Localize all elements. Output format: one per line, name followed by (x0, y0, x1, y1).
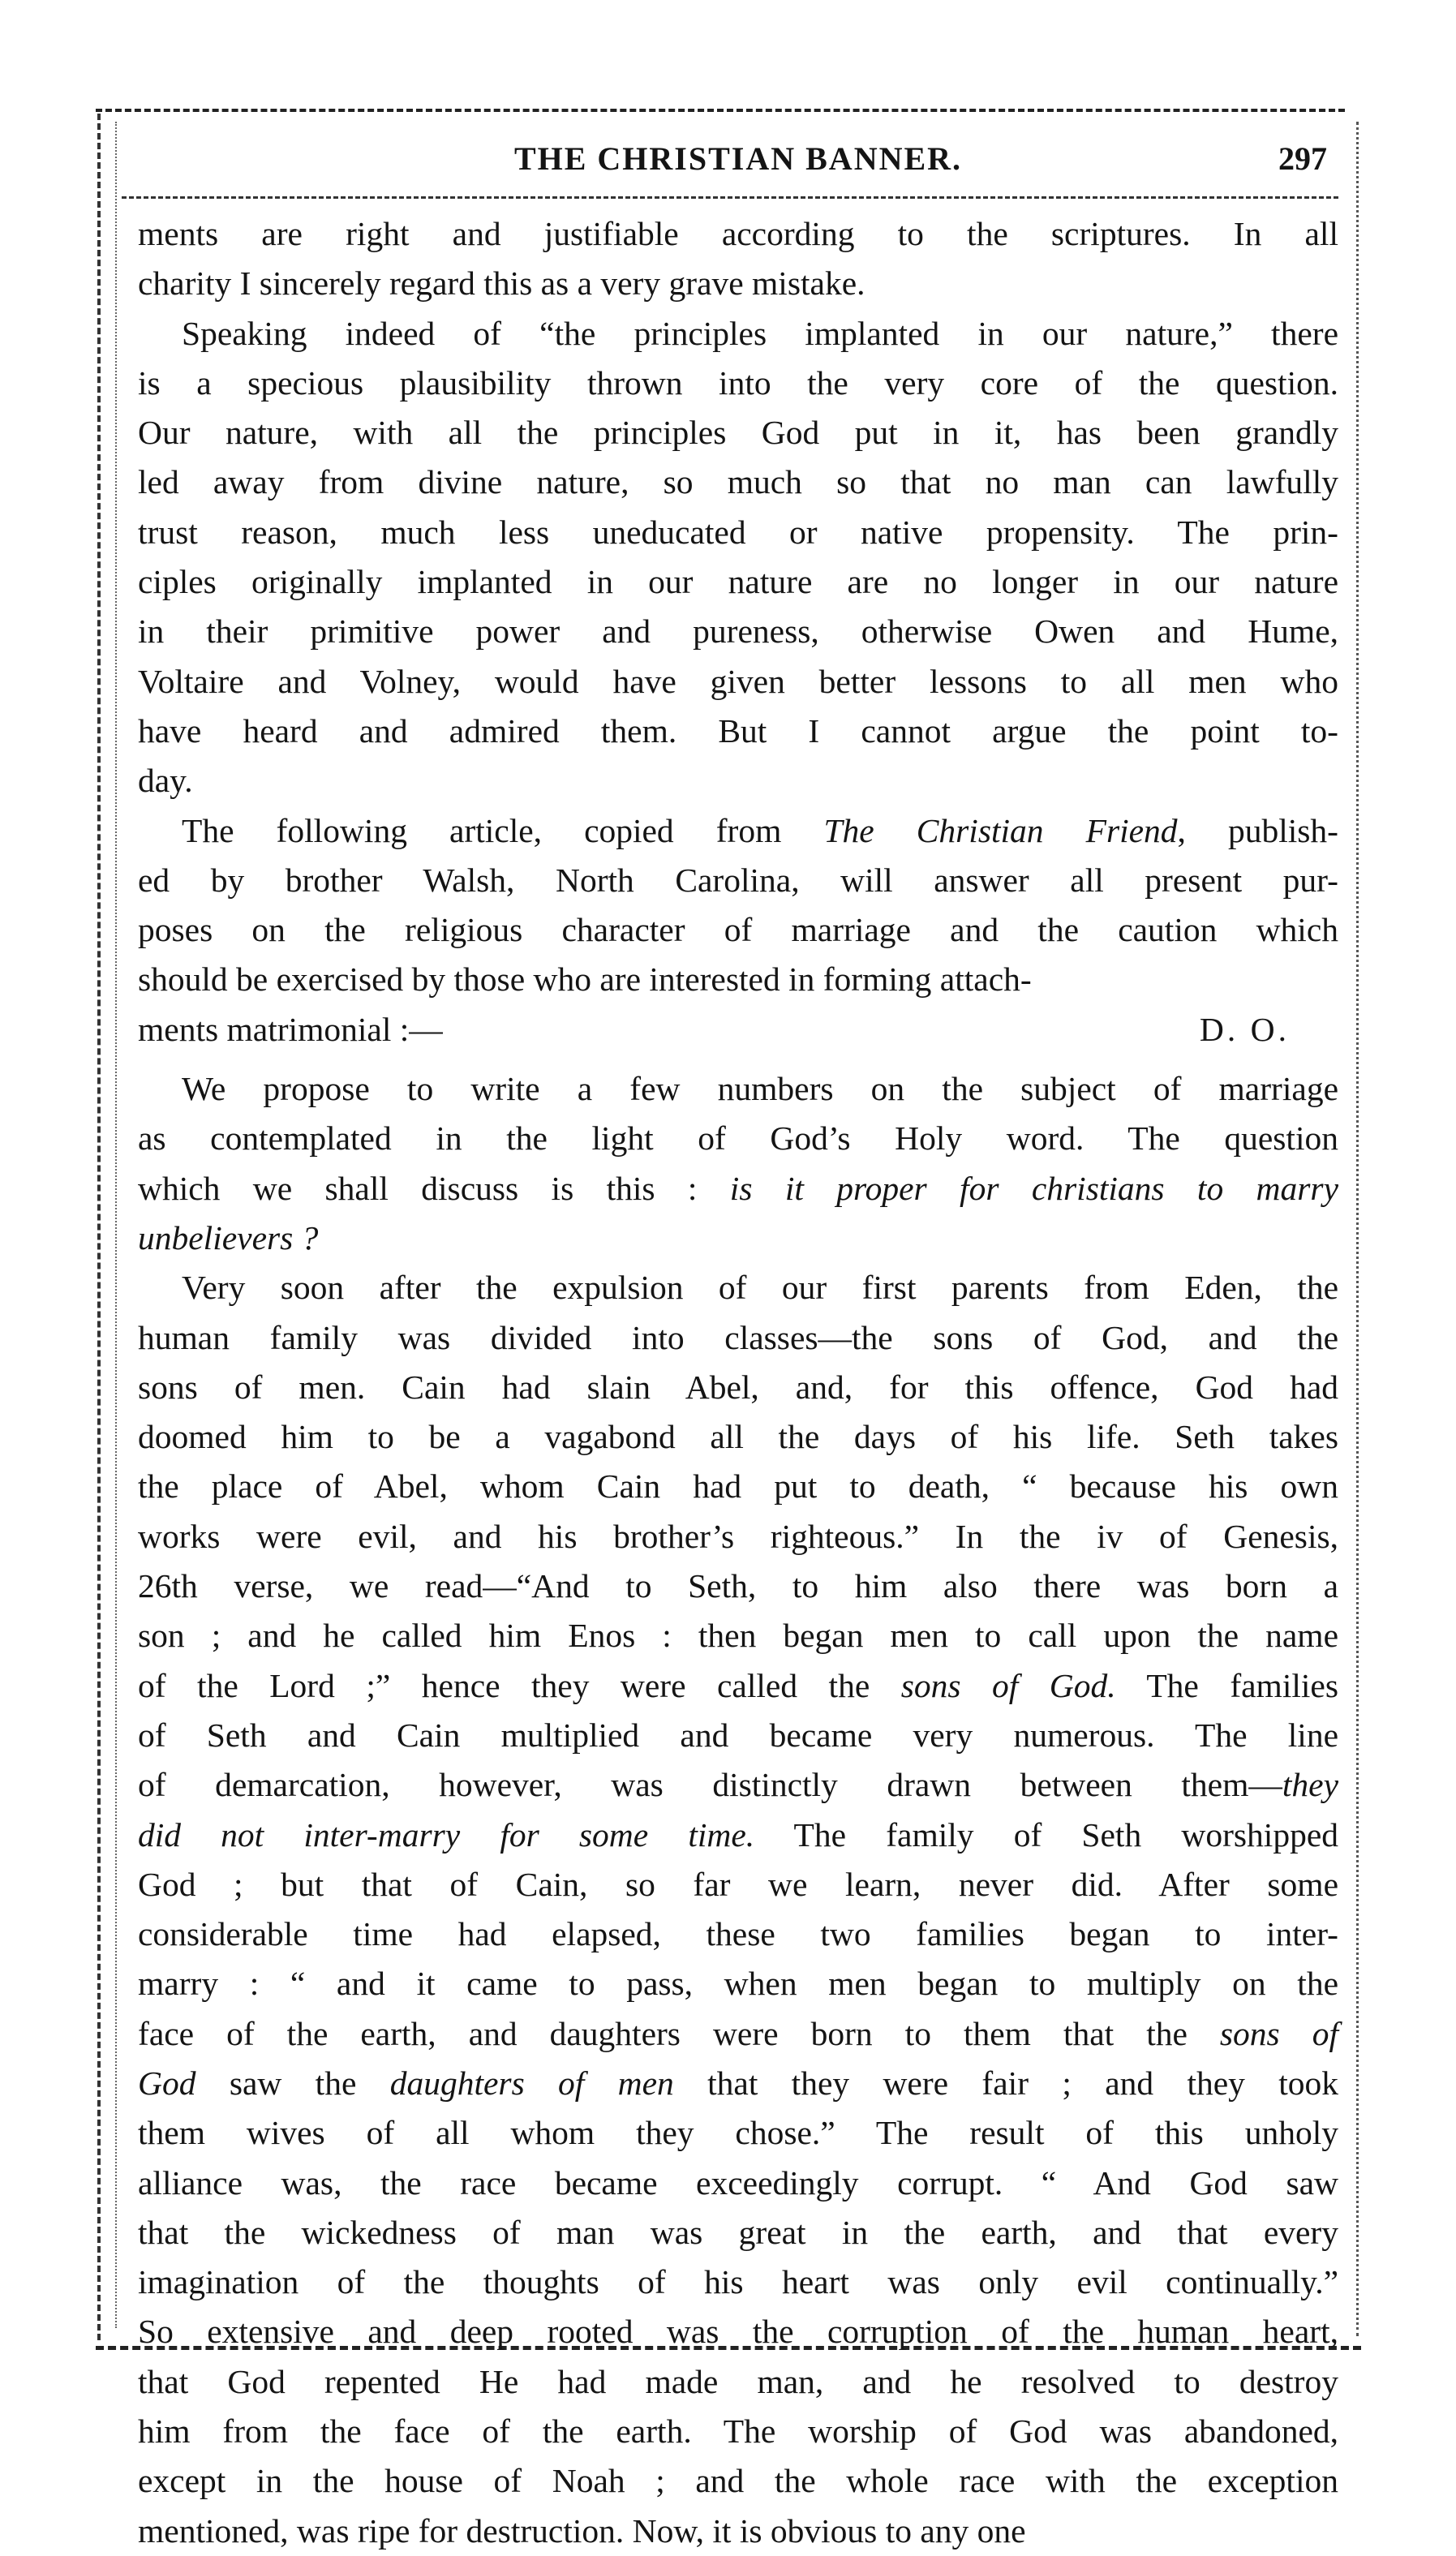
text-line: doomed him to be a vagabond all the days of his life. Seth takes (138, 1418, 1338, 1456)
text-line: Our nature, with all the principles God put in it, has been grandly (138, 414, 1338, 452)
right-border-rule (1356, 122, 1359, 2336)
text-line: Speaking indeed of “the principles implanted in our nature,” there (182, 314, 1338, 352)
running-title: THE CHRISTIAN BANNER. (513, 140, 963, 177)
paragraph (138, 309, 1338, 806)
text-line: mentioned, was ripe for destruction. Now, it is obvious to any one (138, 2511, 1026, 2550)
text-line: that God repented He had made man, and he resolved to destroy (138, 2362, 1338, 2400)
text-line: ciples originally implanted in our nature are no longer in our nature (138, 563, 1338, 601)
text-line: that the wickedness of man was great in the earth, and that every (138, 2213, 1338, 2251)
text-column (138, 209, 1338, 2556)
text-line: unbelievers ? (138, 1218, 319, 1257)
text-line: So extensive and deep rooted was the corruption of the human heart, (138, 2313, 1338, 2351)
text-line: sons of men. Cain had slain Abel, and, for this offence, God had (138, 1368, 1338, 1406)
text-line: Voltaire and Volney, would have given better lessons to all men who (138, 662, 1338, 700)
text-line: of Seth and Cain multiplied and became very numerous. The line (138, 1716, 1338, 1754)
text-line: of demarcation, however, was distinctly drawn between them—they (138, 1766, 1338, 1804)
running-head (138, 140, 1338, 188)
text-line: them wives of all whom they chose.” The result of this unholy (138, 2114, 1338, 2152)
text-line: in their primitive power and pureness, otherwise Owen and Hume, (138, 612, 1338, 651)
text-line: alliance was, the race became exceedingly corrupt. “ And God saw (138, 2163, 1338, 2202)
text-line: son ; and he called him Enos : then began men to call upon the name (138, 1617, 1338, 1655)
text-line: led away from divine nature, so much so that no man can lawfully (138, 463, 1338, 501)
paragraph (138, 209, 1338, 309)
article-block (138, 1064, 1338, 2556)
text-line: God saw the daughters of men that they were fair ; and they took (138, 2064, 1338, 2102)
text-line: except in the house of Noah ; and the whole race with the exception (138, 2462, 1338, 2500)
signature-line-text: ments matrimonial :— (138, 1010, 443, 1048)
text-line: day. (138, 762, 193, 800)
text-line: The following article, copied from The Christian Friend, publish- (182, 811, 1338, 849)
paragraph (138, 1263, 1338, 2556)
text-line: human family was divided into classes—the sons of God, and the (138, 1318, 1338, 1356)
text-line: 26th verse, we read—“And to Seth, to him also there was born a (138, 1567, 1338, 1605)
left-inner-border-rule (115, 122, 117, 2328)
text-line: works were evil, and his brother’s righteous.” In the iv of Genesis, (138, 1517, 1338, 1555)
text-line: ments are right and justifiable according to the scriptures. In all (138, 215, 1338, 252)
signature: D. O. (1199, 1010, 1290, 1048)
intro-block (138, 209, 1338, 1005)
signature-line (138, 1005, 1338, 1055)
text-line: which we shall discuss is this : is it proper for christians to marry (138, 1169, 1338, 1207)
text-line: We propose to write a few numbers on the subject of marriage (182, 1070, 1338, 1108)
paragraph (138, 806, 1338, 1005)
text-line: face of the earth, and daughters were born to them that the sons of (138, 2014, 1338, 2052)
top-border-rule (96, 109, 1345, 112)
paragraph (138, 1064, 1338, 1263)
header-rule (122, 196, 1338, 199)
text-line: trust reason, much less uneducated or native propensity. The prin- (138, 513, 1338, 551)
text-line: Very soon after the expulsion of our first parents from Eden, the (182, 1269, 1338, 1307)
text-line: considerable time had elapsed, these two families began to inter- (138, 1915, 1338, 1953)
text-line: charity I sincerely regard this as a very grave mistake. (138, 264, 865, 303)
text-line: is a specious plausibility thrown into the very core of the question. (138, 363, 1338, 402)
text-line: him from the face of the earth. The worship of God was abandoned, (138, 2412, 1338, 2451)
text-line: God ; but that of Cain, so far we learn, never did. After some (138, 1865, 1338, 1903)
text-line: marry : “ and it came to pass, when men began to multiply on the (138, 1965, 1338, 2003)
page-number: 297 (1278, 140, 1327, 177)
text-line: imagination of the thoughts of his heart was only evil continually.” (138, 2263, 1338, 2301)
text-line: should be exercised by those who are interested in forming attach- (138, 960, 1032, 999)
text-line: have heard and admired them. But I cannot argue the point to- (138, 711, 1338, 750)
text-line: of the Lord ;” hence they were called the sons of God. The families (138, 1666, 1338, 1704)
text-line: poses on the religious character of marriage and the caution which (138, 911, 1338, 949)
text-line: the place of Abel, whom Cain had put to death, “ because his own (138, 1467, 1338, 1506)
text-line: as contemplated in the light of God’s Holy word. The question (138, 1119, 1338, 1158)
text-line: ed by brother Walsh, North Carolina, will answer all present pur- (138, 861, 1338, 899)
text-line: did not inter-marry for some time. The family of Seth worshipped (138, 1815, 1338, 1854)
left-border-rule (97, 114, 101, 2340)
